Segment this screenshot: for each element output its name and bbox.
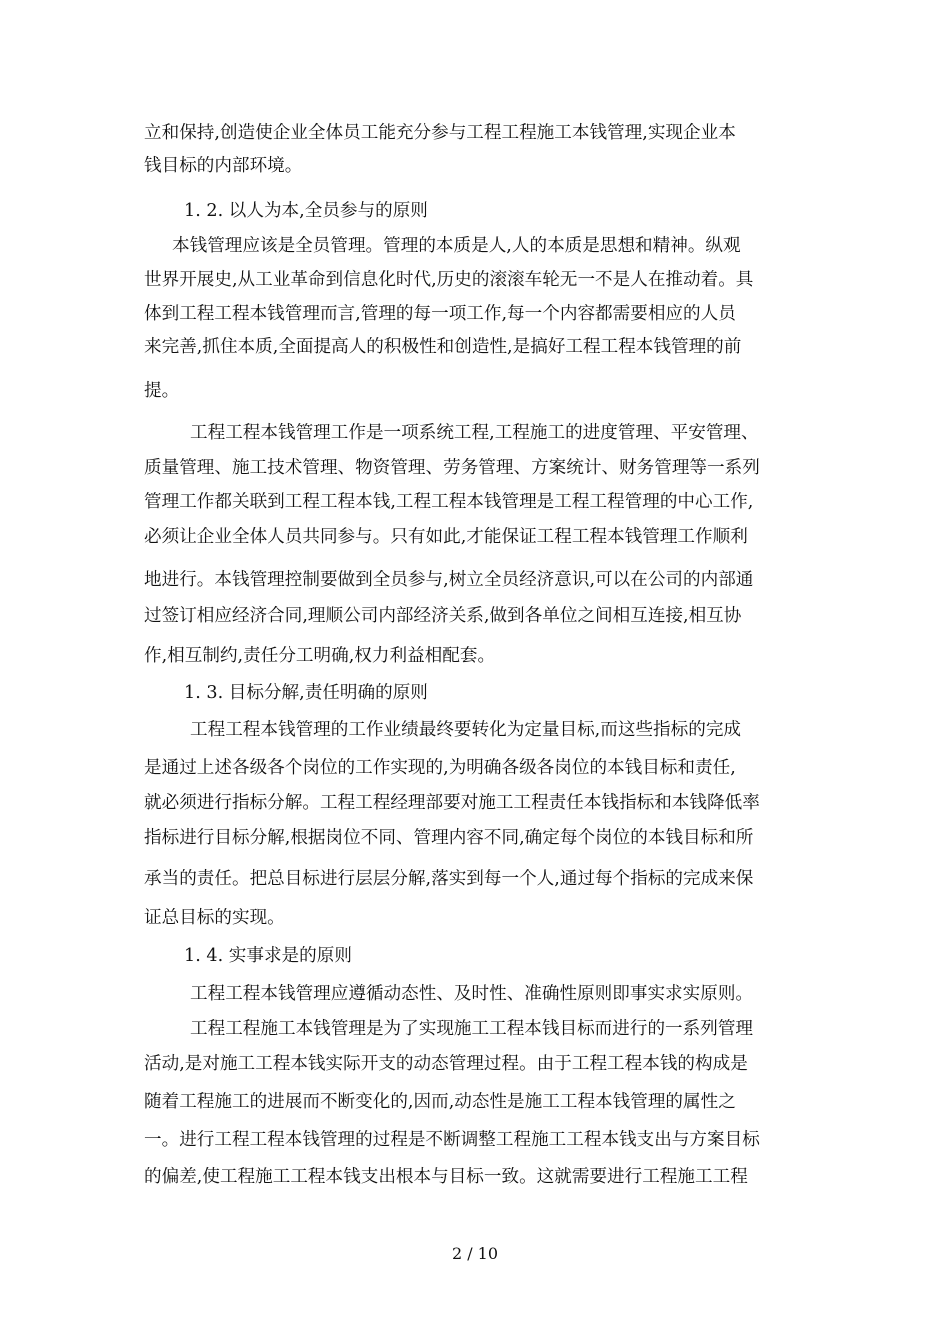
section-heading: 1. 3. 目标分解,责任明确的原则 bbox=[184, 683, 428, 703]
paragraph-line: 过签订相应经济合同,理顺公司内部经济关系,做到各单位之间相互连接,相互协 bbox=[144, 606, 742, 626]
paragraph-line: 随着工程施工的进展而不断变化的,因而,动态性是施工工程本钱管理的属性之 bbox=[144, 1092, 736, 1112]
paragraph-line: 地进行。本钱管理控制要做到全员参与,树立全员经济意识,可以在公司的内部通 bbox=[144, 570, 754, 590]
paragraph-line: 指标进行目标分解,根据岗位不同、管理内容不同,确定每个岗位的本钱目标和所 bbox=[144, 828, 754, 848]
paragraph-line: 活动,是对施工工程本钱实际开支的动态管理过程。由于工程工程本钱的构成是 bbox=[144, 1054, 748, 1074]
paragraph-line: 必须让企业全体人员共同参与。只有如此,才能保证工程工程本钱管理工作顺利 bbox=[144, 527, 748, 547]
paragraph-line: 就必须进行指标分解。工程工程经理部要对施工工程责任本钱指标和本钱降低率 bbox=[144, 793, 760, 813]
paragraph-line: 工程工程本钱管理应遵循动态性、及时性、准确性原则即事实求实原则。 bbox=[190, 984, 754, 1004]
paragraph-line: 立和保持,创造使企业全体员工能充分参与工程工程施工本钱管理,实现企业本 bbox=[144, 123, 736, 143]
paragraph-line: 的偏差,使工程施工工程本钱支出根本与目标一致。这就需要进行工程施工工程 bbox=[144, 1167, 748, 1187]
paragraph-line: 质量管理、施工技术管理、物资管理、劳务管理、方案统计、财务管理等一系列 bbox=[144, 458, 760, 478]
paragraph-line: 体到工程工程本钱管理而言,管理的每一项工作,每一个内容都需要相应的人员 bbox=[144, 304, 736, 324]
paragraph-line: 来完善,抓住本质,全面提高人的积极性和创造性,是搞好工程工程本钱管理的前 bbox=[144, 337, 742, 357]
paragraph-line: 世界开展史,从工业革命到信息化时代,历史的滚滚车轮无一不是人在推动着。具 bbox=[144, 270, 754, 290]
paragraph-line: 本钱管理应该是全员管理。管理的本质是人,人的本质是思想和精神。纵观 bbox=[172, 236, 741, 256]
paragraph-line: 工程工程本钱管理的工作业绩最终要转化为定量目标,而这些指标的完成 bbox=[190, 720, 742, 740]
paragraph-line: 管理工作都关联到工程工程本钱,工程工程本钱管理是工程工程管理的中心工作, bbox=[144, 492, 754, 512]
section-heading: 1. 4. 实事求是的原则 bbox=[184, 946, 352, 966]
paragraph-line: 提。 bbox=[144, 381, 180, 401]
section-heading: 1. 2. 以人为本,全员参与的原则 bbox=[184, 201, 428, 221]
paragraph-line: 是通过上述各级各个岗位的工作实现的,为明确各级各岗位的本钱目标和责任, bbox=[144, 758, 736, 778]
paragraph-line: 工程工程施工本钱管理是为了实现施工工程本钱目标而进行的一系列管理 bbox=[190, 1019, 754, 1039]
paragraph-line: 钱目标的内部环境。 bbox=[144, 156, 303, 176]
paragraph-line: 一。进行工程工程本钱管理的过程是不断调整工程施工工程本钱支出与方案目标 bbox=[144, 1130, 760, 1150]
paragraph-line: 作,相互制约,责任分工明确,权力利益相配套。 bbox=[144, 646, 496, 666]
page-number: 2 / 10 bbox=[451, 1244, 499, 1263]
paragraph-line: 承当的责任。把总目标进行层层分解,落实到每一个人,通过每个指标的完成来保 bbox=[144, 869, 754, 889]
paragraph-line: 证总目标的实现。 bbox=[144, 908, 285, 928]
paragraph-line: 工程工程本钱管理工作是一项系统工程,工程施工的进度管理、平安管理、 bbox=[190, 423, 759, 443]
